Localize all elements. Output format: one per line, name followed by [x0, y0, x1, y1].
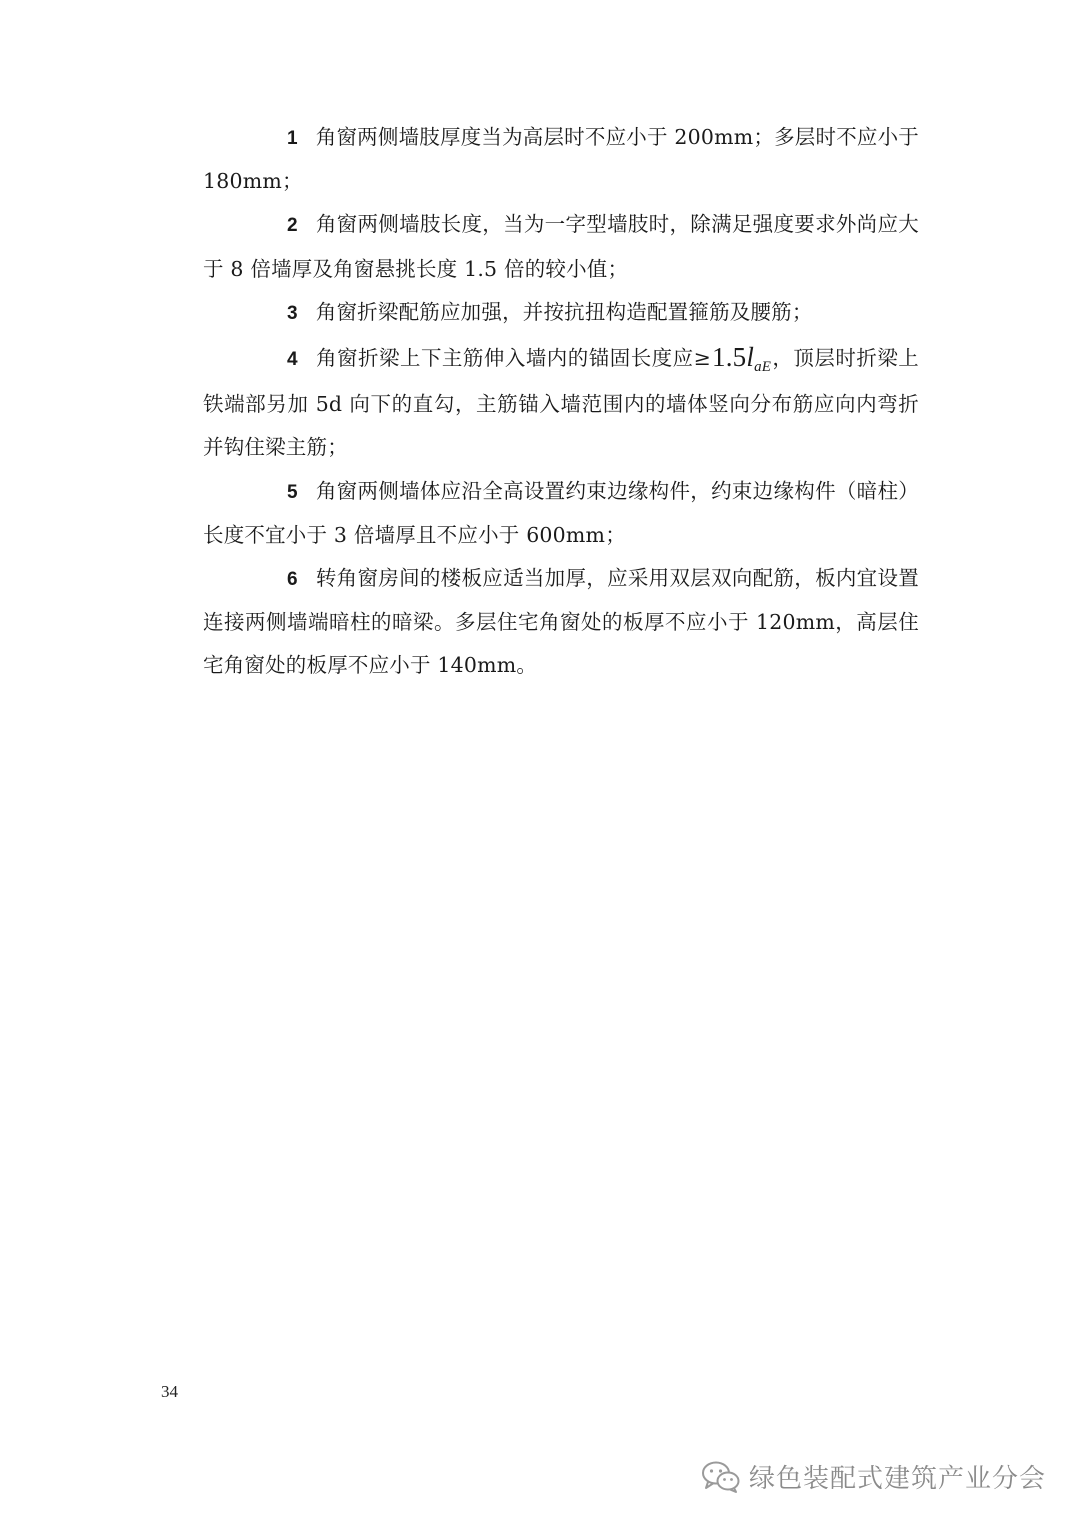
page-number: 34 — [161, 1382, 178, 1401]
clause-3 — [203, 291, 919, 335]
clause-5 — [203, 470, 919, 557]
clause-text-after-formula: ，顶层时折梁上铁端部另加 5d 向下的直勾，主筋锚入墙范围内的墙体竖向分布筋应向内弯折并钩住梁主筋； — [203, 346, 919, 460]
watermark-text: 绿色装配式建筑产业分会 — [748, 1464, 1046, 1494]
clause-text: 转角窗房间的楼板应适当加厚，应采用双层双向配筋，板内宜设置连接两侧墙端暗柱的暗梁。多层住宅角窗处的板厚不应小于 120mm，高层住宅角窗处的板厚不应小于 140mm。 — [203, 566, 919, 678]
clause-number: 1 — [287, 128, 298, 149]
clause-1 — [203, 116, 919, 203]
formula-variable: l — [746, 342, 755, 373]
clause-2 — [203, 203, 919, 290]
watermark — [701, 1458, 1046, 1495]
clause-number: 4 — [287, 349, 298, 371]
clause-text: 角窗两侧墙肢长度，当为一字型墙肢时，除满足强度要求外尚应大于 8 倍墙厚及角窗悬挑长度 1.5 倍的较小值； — [203, 212, 919, 281]
clause-text: 角窗折梁配筋应加强，并按抗扭构造配置箍筋及腰筋； — [315, 299, 813, 324]
clause-text: 角窗两侧墙肢厚度当为高层时不应小于 200mm；多层时不应小于 180mm； — [203, 125, 920, 194]
clause-6 — [203, 557, 919, 688]
clause-number: 5 — [287, 481, 298, 503]
clause-text-before-formula: 角窗折梁上下主筋伸入墙内的锚固长度应≥ — [315, 346, 712, 371]
anchorage-formula — [711, 342, 772, 376]
clause-number: 2 — [287, 215, 298, 237]
formula-coefficient: 1.5 — [712, 342, 747, 373]
clause-number: 6 — [287, 569, 298, 591]
document-body — [203, 116, 919, 688]
clause-text: 角窗两侧墙体应沿全高设置约束边缘构件，约束边缘构件（暗柱）长度不宜小于 3 倍墙厚且不应小于 600mm； — [203, 478, 919, 547]
clause-number: 3 — [287, 302, 298, 324]
wechat-icon — [701, 1460, 741, 1494]
formula-subscript: aE — [754, 359, 772, 376]
clause-4 — [203, 335, 919, 470]
